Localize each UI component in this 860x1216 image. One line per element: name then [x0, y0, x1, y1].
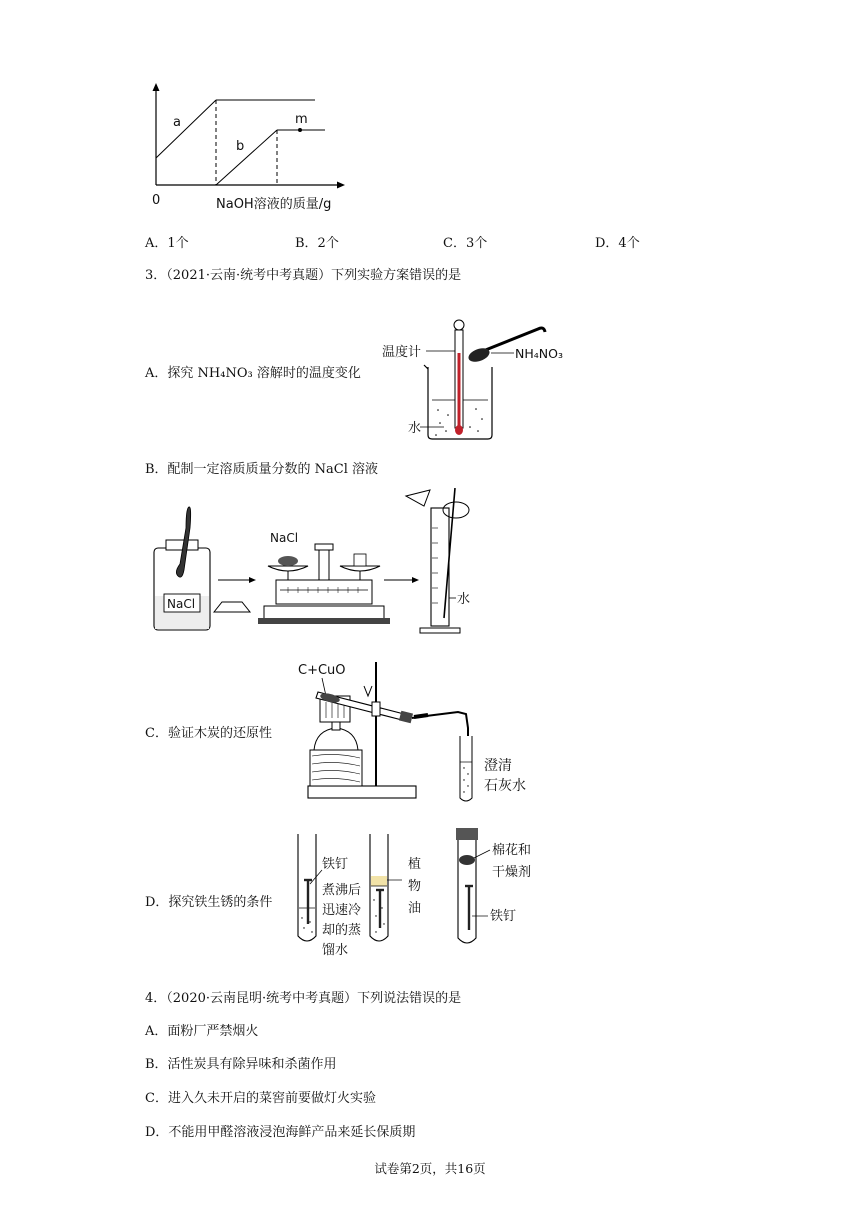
reagent-label: C+CuO	[298, 663, 346, 678]
graduated-cylinder	[431, 508, 449, 626]
stopper	[399, 711, 413, 724]
alcohol-lamp	[314, 728, 358, 750]
cotton-desiccant	[459, 855, 475, 865]
q2-option-a: A．1个	[145, 236, 189, 251]
line-a-rise	[156, 100, 216, 158]
arrow-1	[249, 577, 256, 583]
q2-option-c: C．3个	[443, 236, 488, 251]
label-a: a	[173, 115, 181, 130]
q4-option-a: A．面粉厂严禁烟火	[145, 1024, 259, 1039]
q4-option-b: B．活性炭具有除异味和杀菌作用	[145, 1057, 337, 1072]
nail-1-label: 铁钉	[322, 857, 349, 872]
balance-label: NaCl	[270, 531, 299, 545]
balance-pillar	[319, 548, 329, 580]
stopper	[456, 828, 478, 840]
water-line-4: 馏水	[322, 943, 349, 958]
funnel	[406, 490, 430, 506]
figure-b-nacl-solution	[148, 488, 478, 636]
nail-3-label: 铁钉	[490, 909, 517, 924]
nacl-pile	[278, 556, 298, 566]
right-pan	[340, 566, 380, 571]
thermometer-ring	[454, 320, 464, 330]
y-axis-arrow	[153, 83, 160, 91]
q2-option-b: B．2个	[295, 236, 339, 251]
oil-line-3: 油	[408, 901, 422, 916]
oil-layer	[371, 876, 387, 886]
dry-line-2: 干燥剂	[492, 865, 532, 880]
limewater-label-1: 澄清	[484, 758, 512, 774]
q4-option-d: D．不能用甲醛溶液浸泡海鲜产品来延长保质期	[145, 1125, 416, 1140]
balance-foot	[258, 618, 390, 624]
left-pan	[268, 566, 308, 571]
origin-label: 0	[152, 193, 161, 208]
dry-line-1: 棉花和	[492, 843, 532, 858]
q3-option-b: B．配制一定溶质质量分数的 NaCl 溶液	[145, 462, 379, 477]
balance-body	[276, 580, 372, 604]
q3-stem: 3．（2021·云南·统考中考真题）下列实验方案错误的是	[145, 268, 462, 283]
q2-option-d: D．4个	[595, 236, 640, 251]
x-axis-arrow	[337, 182, 345, 189]
thermometer-bulb	[455, 425, 463, 435]
figure-d-iron-rusting	[292, 820, 552, 972]
page-footer: 试卷第2页，共16页	[374, 1161, 486, 1176]
thermometer-label: 温度计	[382, 345, 422, 360]
bottle-stopper	[214, 602, 250, 612]
limewater-label-2: 石灰水	[484, 778, 526, 794]
water-line-2: 迅速冷	[322, 903, 362, 918]
water-line-3: 却的蒸	[322, 923, 362, 938]
q4-stem: 4．（2020·云南昆明·统考中考真题）下列说法错误的是	[145, 991, 462, 1006]
mass-graph	[140, 80, 370, 215]
thermometer-mercury	[458, 353, 461, 428]
stand-base	[308, 786, 416, 798]
clamp	[372, 702, 380, 716]
q3-option-d: D．探究铁生锈的条件	[145, 895, 273, 910]
reagent-label: NH₄NO₃	[515, 346, 563, 361]
q3-option-a: A．探究 NH₄NO₃ 溶解时的温度变化	[145, 366, 361, 381]
limewater-tube	[460, 736, 472, 801]
figure-c-charcoal-reduction	[296, 658, 546, 804]
point-m	[298, 128, 302, 132]
water-label: 水	[457, 592, 471, 607]
q3-option-c: C．验证木炭的还原性	[145, 726, 272, 741]
label-m: m	[295, 112, 308, 127]
oil-line-1: 植	[408, 857, 422, 872]
bottle-label-text: NaCl	[167, 597, 196, 611]
q4-option-c: C．进入久未开启的菜窖前要做灯火实验	[145, 1091, 376, 1106]
weight	[354, 554, 366, 566]
water-label: 水	[408, 421, 422, 436]
arrow-2	[412, 577, 419, 583]
label-b: b	[236, 139, 245, 154]
x-axis-label: NaOH溶液的质量/g	[216, 197, 332, 212]
oil-line-2: 物	[408, 879, 422, 894]
line-b-rise	[216, 130, 277, 185]
water-line-1: 煮沸后	[322, 883, 362, 898]
figure-a-nh4no3-dissolution	[378, 315, 588, 445]
